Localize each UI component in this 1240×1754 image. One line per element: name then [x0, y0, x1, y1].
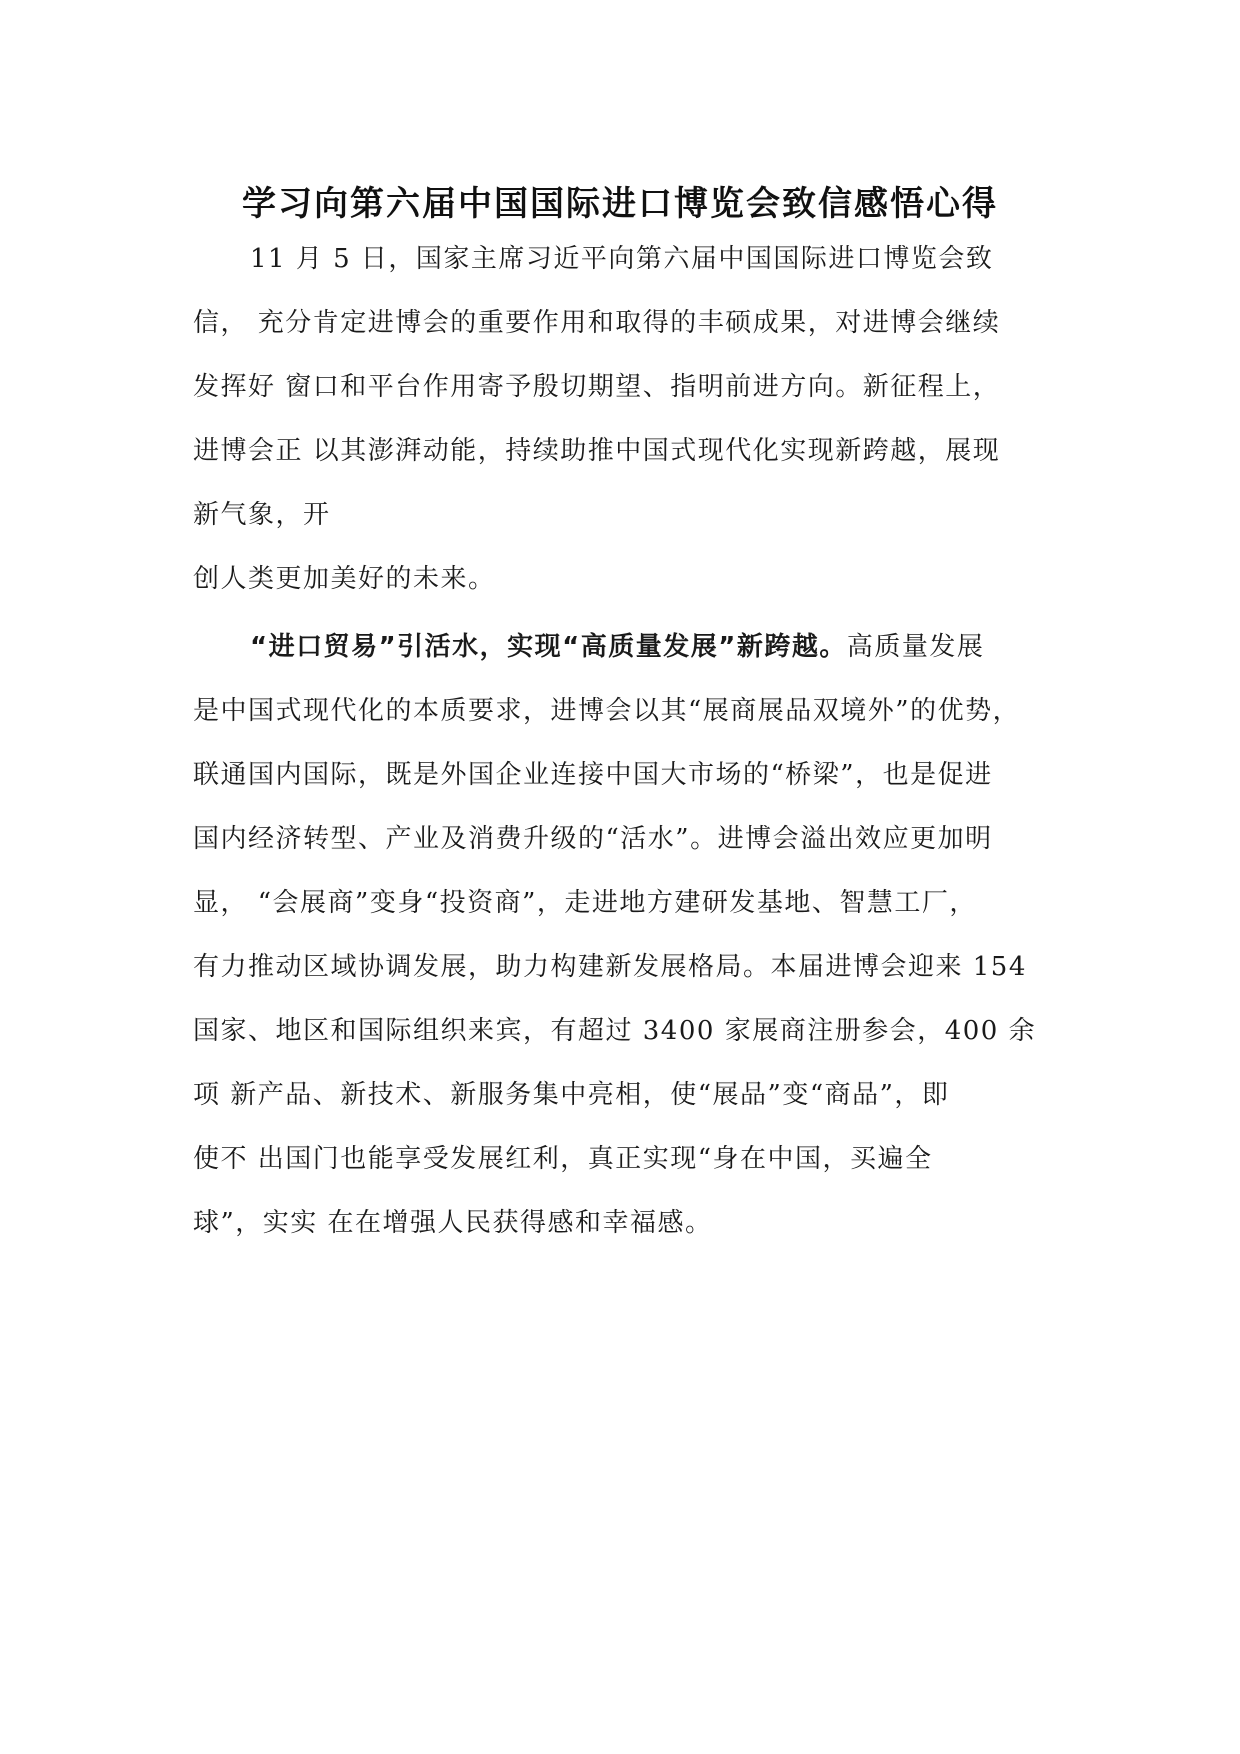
paragraph-1-line-3: 发挥好 窗口和平台作用寄予殷切期望、指明前进方向。新征程上，	[193, 372, 1001, 402]
paragraph-2-line-10: 球”，实实 在在增强人民获得感和幸福感。	[193, 1208, 713, 1238]
paragraph-2-line-8: 项 新产品、新技术、新服务集中亮相，使“展品”变“商品”，即	[193, 1080, 950, 1110]
paragraph-2-line-4: 国内经济转型、产业及消费升级的“活水”。进博会溢出效应更加明	[193, 824, 993, 854]
paragraph-2-lead-heading: “进口贸易”引活水，实现“高质量发展”新跨越。	[250, 632, 847, 662]
paragraph-1-line-4: 进博会正 以其澎湃动能，持续助推中国式现代化实现新跨越，展现	[193, 436, 1001, 466]
paragraph-1-line-1: 11 月 5 日，国家主席习近平向第六届中国国际进口博览会致	[250, 244, 994, 274]
paragraph-1-line-2: 信， 充分肯定进博会的重要作用和取得的丰硕成果，对进博会继续	[193, 308, 1001, 338]
paragraph-2-line-5: 显， “会展商”变身“投资商”，走进地方建研发基地、智慧工厂，	[193, 888, 977, 918]
document-title: 学习向第六届中国国际进口博览会致信感悟心得	[242, 184, 998, 224]
paragraph-2-line-6: 有力推动区域协调发展，助力构建新发展格局。本届进博会迎来 154	[193, 952, 1027, 982]
paragraph-2-lead-text: 高质量发展	[846, 632, 985, 662]
paragraph-2-line-1	[250, 626, 984, 663]
paragraph-2-line-9: 使不 出国门也能享受发展红利，真正实现“身在中国，买遍全	[193, 1144, 933, 1174]
paragraph-1-line-6: 创人类更加美好的未来。	[193, 564, 496, 594]
paragraph-2-line-7: 国家、地区和国际组织来宾，有超过 3400 家展商注册参会，400 余	[193, 1016, 1037, 1046]
paragraph-1-line-5: 新气象，开	[193, 500, 331, 530]
paragraph-2-line-2: 是中国式现代化的本质要求，进博会以其“展商展品双境外”的优势，	[193, 696, 1021, 726]
paragraph-2-line-3: 联通国内国际，既是外国企业连接中国大市场的“桥梁”，也是促进	[193, 760, 993, 790]
